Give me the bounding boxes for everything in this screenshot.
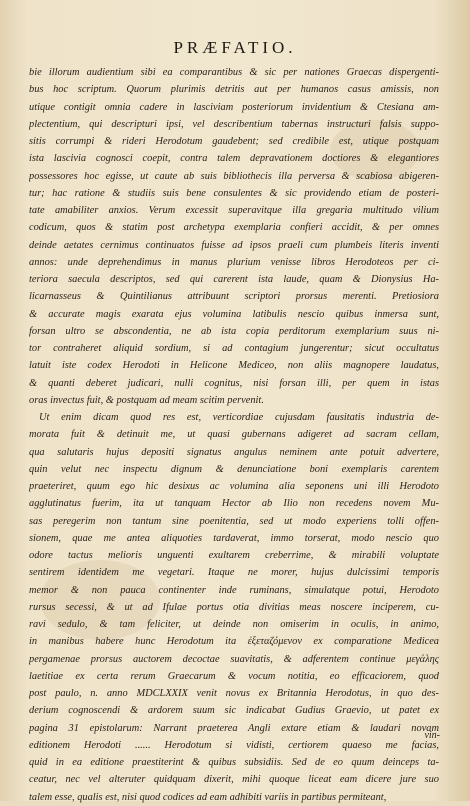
text-line: latuit iste codex Herodoti in Helicone Mediceo, non aliis magnopere laudatus,: [29, 360, 439, 372]
text-line: post paulo, n. anno MDCLXXIX venit novus ex Britannia Herodotus, in quo des-: [29, 688, 439, 699]
text-line: praeteriret, quum ego hic desixus ac volumina alia seponens uni illi Herodoto: [29, 481, 439, 492]
text-line: bie illorum audientium sibi ea comparantibus & sic per nationes Graecas dispergenti-: [29, 67, 439, 78]
text-line: tor contraheret aliquid sordium, si ad contagium jungerentur; sicut occultatus: [29, 343, 439, 354]
text-line: & quanti deberet judicari, nulli cognitus, nisi forsan illi, per quem in istas: [29, 377, 439, 389]
text-line: sitis corrumpi & rideri Herodotum gaudebent; sed credibile est, utique postquam: [29, 136, 439, 147]
text-line: ravi sedulo, & tam feliciter, ut deinde non omiserim in oculis, in animo,: [29, 619, 439, 630]
text-line: plectentium, qui descripturi ipsi, vel describentium tabernas instructuri falsis suppo-: [29, 118, 439, 130]
text-line: pagina 31 epistolarum: Narrant praeterea Angli extare etiam & laudari novam: [29, 722, 439, 734]
text-line: deinde aetates cernimus continuatos fuisse ad ipsos praeli cum plumbeis literis inventi: [29, 239, 439, 251]
text-line: forsan ultro se abscondentia, ne ab ista copia perditorum exemplarium suus ni-: [29, 325, 439, 337]
text-line: quid in ea editione praestiterint & quibus subsidiis. Sed de eo quum deinceps ta-: [29, 757, 439, 768]
text-line: codicum, quos & statim post archetypa exemplaria confieri accidit, & per omnes: [29, 222, 439, 234]
text-line: rursus secessi, & ut ad Ifulae portus otia divitias meas noscere inciperem, cu-: [29, 601, 439, 613]
page-heading: PRÆFATIO.: [173, 38, 297, 57]
text-line: memor & non pauca continenter inde ruminans, simulatque potui, Herodoto: [29, 584, 439, 596]
text-line: sas peregerim non tantum sine poenitentia, sed ut modo experiens tolli offen-: [29, 515, 439, 527]
text-line: & accurate magis exarata ejus volumina latibulis nescio quibus inmersa sunt,: [29, 308, 439, 320]
text-line: editionem Herodoti ...... Herodotum si vidisti, certiorem quaeso me facias,: [29, 739, 439, 751]
catchword: vin-: [424, 730, 440, 741]
text-line: ceatur, nec vel alteruter quidquam dixerit, mihi quoque liceat eam dicere jure suo: [29, 774, 439, 786]
text-line: talem esse, qualis est, nisi quod codices ad eam adhibiti variis in partibus permiteant,: [29, 791, 387, 803]
body-text: [29, 64, 439, 806]
text-line: annos: unde deprehendimus in manus plurium venisse libros Herodoteos per ci-: [29, 256, 439, 268]
text-line: laetitiae ex certa rerum Graecarum & vocum notitia, eo efficaciorem, quod: [29, 670, 439, 682]
text-line: Ut enim dicam quod res est, verticordiae cujusdam fausitatis industria de-: [39, 412, 439, 423]
text-line: tur; hac ratione & studiis suis bene consulentes & sic providendo etiam de posteri-: [29, 187, 439, 199]
text-line: utique contigit omnia cadere in lasciviam posteriorum invidentium & Ctesiana am-: [29, 101, 439, 113]
text-line: tate amabiliter anxios. Verum excessit superavitque illa gregaria multitudo vilium: [29, 205, 439, 216]
text-line: ista lascivia cognosci coepit, contra talem depravationem doctiores & elegantiores: [29, 153, 439, 165]
text-line: possessores hoc egisse, ut caute ab suis bibliothecis illa perversa & scabiosa abigeren-: [29, 170, 439, 182]
text-line: sionem, quae me antea aliquoties tardaverat, immo torserat, modo nescio quo: [29, 532, 439, 544]
text-line: odore tactus melioris unguenti exultarem creberrime, & mirabili voluptate: [29, 550, 439, 561]
text-line: pergamenae prorsus auctorem decoctae suavitatis, & adferentem continue μεγάλης: [29, 653, 439, 665]
text-line: in manibus habere hunc Herodotum ita ἐξεταζόμενον ex comparatione Medicea: [29, 636, 439, 648]
text-line: morata fuit & detinuit me, ut quasi gubernans adigeret ad sacram cellam,: [29, 429, 439, 441]
text-line: qua salutaris hujus depositi signatus angulus neminem ante potuit advertere,: [29, 446, 439, 458]
text-line: licarnasseus & Quintilianus attribuunt scriptori prorsus merenti. Pretiosiora: [29, 291, 439, 303]
text-line: derium cognoscendi & ardorem suum sic indicabat Gudius Graevio, ut patet ex: [29, 705, 439, 717]
text-line: sentirem identidem me vegetari. Itaque ne morer, hujus dulcissimi temporis: [29, 567, 439, 579]
text-line: bus hoc scriptum. Quorum plurimis detritis aut per humanos casus amissis, non: [29, 84, 439, 96]
text-line: oras invectus fuit, & postquam ad meam scitim pervenit.: [29, 394, 264, 406]
text-line: quin velut nec inspectu dignum & denunciatione boni exemplaris carentem: [29, 463, 439, 475]
text-line: teriora saecula descriptos, sed qui carerent ista laude, quam & Dionysius Ha-: [29, 274, 439, 285]
text-line: agglutinatus fuerim, ita ut tanquam Hector ab Ilio non recedens novem Mu-: [29, 498, 439, 510]
